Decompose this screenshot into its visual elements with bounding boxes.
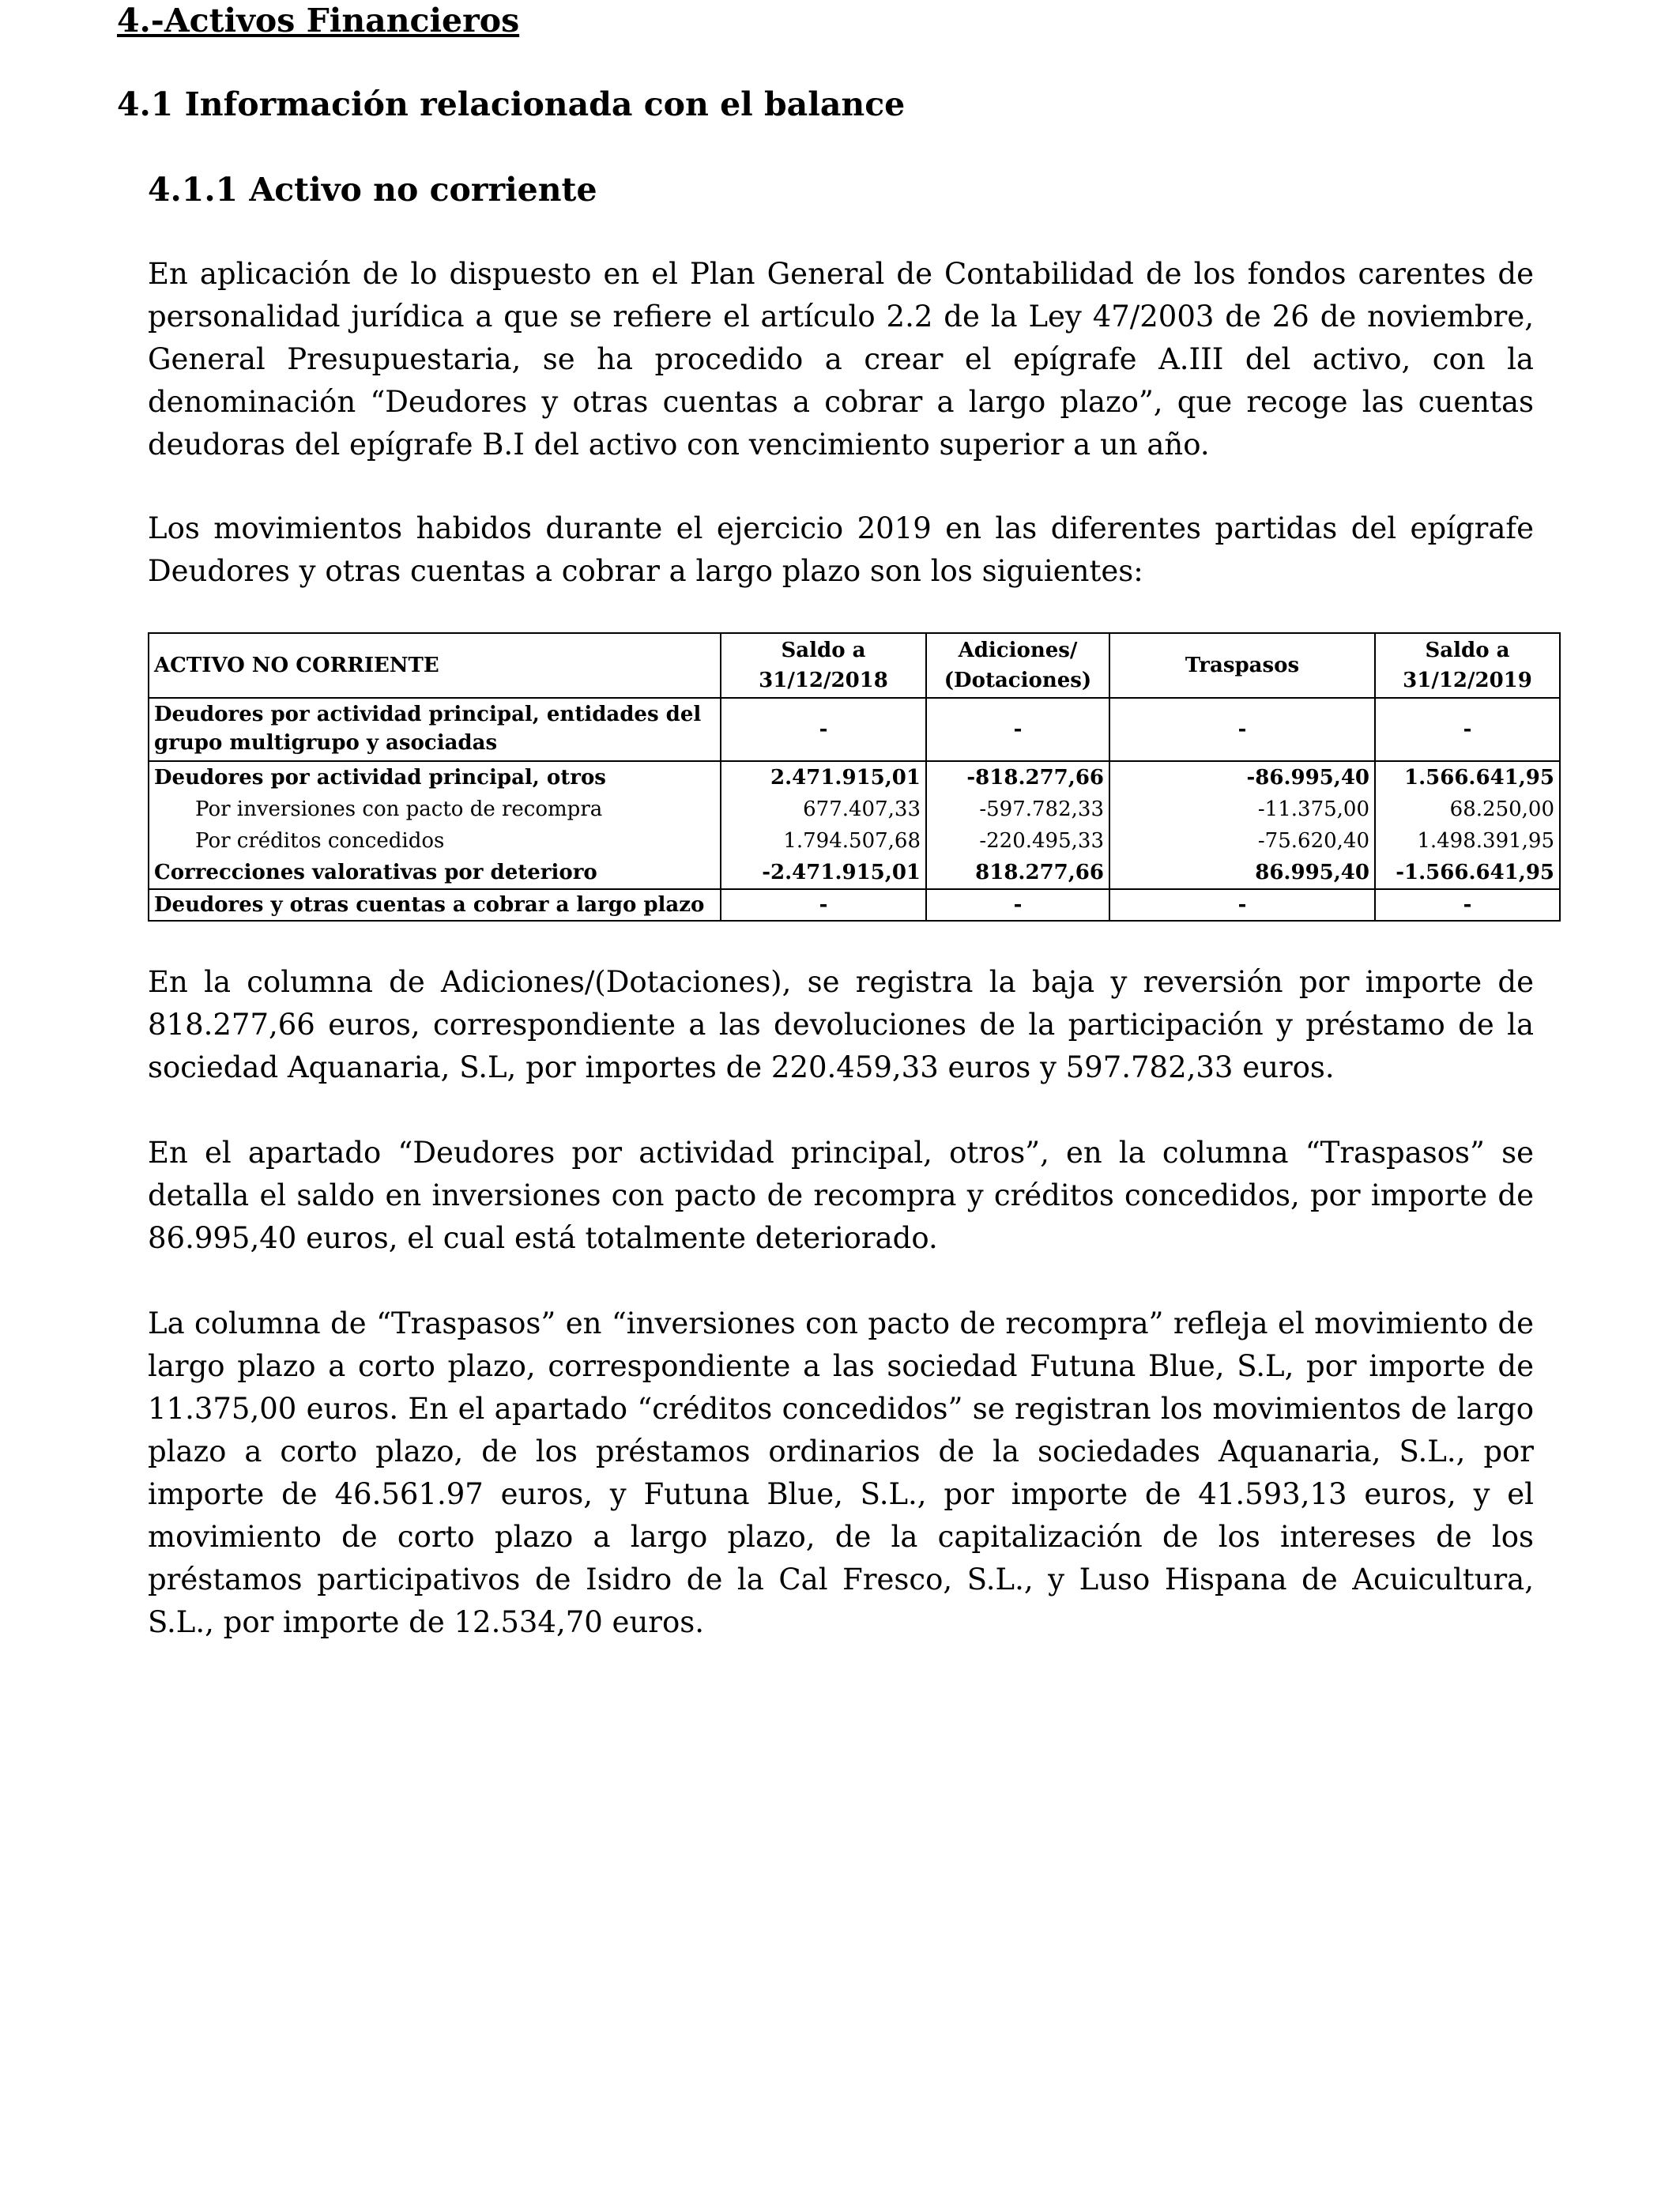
cell-saldo-2018: 2.471.915,01 bbox=[721, 761, 926, 794]
paragraph-intro: En aplicación de lo dispuesto en el Plan General de Contabilidad de los fondos carentes de personalidad jurídica a que se refiere el artículo 2.2 de la Ley 47/2003 de 26 de noviembre, General Presupuestaria, se ha procedido a crear el epígrafe A.III del activo, con la denominación “Deudores y otras cuentas a cobrar a largo plazo”, que recoge las cuentas deudoras del epígrafe B.I del activo con vencimiento superior a un año. bbox=[148, 257, 1534, 462]
table-total-row bbox=[149, 889, 1560, 921]
subsection-title: 4.1 Información relacionada con el balance bbox=[117, 85, 906, 123]
cell-adiciones: -818.277,66 bbox=[926, 761, 1109, 794]
table-row bbox=[149, 825, 1560, 857]
cell-saldo-2018: - bbox=[721, 889, 926, 921]
cell-saldo-2018: 677.407,33 bbox=[721, 794, 926, 825]
header-saldo-2019 bbox=[1375, 633, 1560, 698]
table-header-row bbox=[149, 633, 1560, 698]
cell-traspasos: - bbox=[1109, 698, 1375, 761]
paragraph-movements: Los movimientos habidos durante el ejercicio 2019 en las diferentes partidas del epígrafe Deudores y otras cuentas a cobrar a largo plazo son los siguientes: bbox=[148, 511, 1534, 588]
cell-adiciones: - bbox=[926, 889, 1109, 921]
cell-saldo-2019: -1.566.641,95 bbox=[1375, 857, 1560, 889]
cell-adiciones: - bbox=[926, 698, 1109, 761]
paragraph-traspasos-otros: En el apartado “Deudores por actividad principal, otros”, en la columna “Traspasos” se detalla el saldo en inversiones con pacto de recompra y créditos concedidos, por importe de 86.995,40 euros, el cual está totalmente deteriorado. bbox=[148, 1136, 1534, 1255]
cell-saldo-2018: - bbox=[721, 698, 926, 761]
header-saldo-2019-line2: 31/12/2019 bbox=[1403, 669, 1532, 692]
paragraph-traspasos-detalle: La columna de “Traspasos” en “inversiones con pacto de recompra” refleja el movimiento de largo plazo a corto plazo, correspondiente a las sociedad Futuna Blue, S.L, por importe de 11.375,00 euros. En el apartado “créditos concedidos” se registran los movimientos de largo plazo a corto plazo, de los préstamos ordinarios de la sociedades Aquanaria, S.L., por importe de 46.561.97 euros, y Futuna Blue, S.L., por importe de 41.593,13 euros, y el movimiento de corto plazo a largo plazo, de la capitalización de los intereses de los préstamos participativos de Isidro de la Cal Fresco, S.L., y Luso Hispana de Acuicultura, S.L., por importe de 12.534,70 euros. bbox=[148, 1306, 1534, 1639]
cell-adiciones: 818.277,66 bbox=[926, 857, 1109, 889]
paragraph-adiciones: En la columna de Adiciones/(Dotaciones), se registra la baja y reversión por importe de 818.277,66 euros, correspondiente a las devoluciones de la participación y préstamo de la sociedad Aquanaria, S.L, por importes de 220.459,33 euros y 597.782,33 euros. bbox=[148, 965, 1534, 1084]
row-label: Correcciones valorativas por deterioro bbox=[149, 857, 721, 889]
cell-traspasos: 86.995,40 bbox=[1109, 857, 1375, 889]
section-title: 4.-Activos Financieros bbox=[117, 2, 520, 40]
cell-saldo-2019: 1.498.391,95 bbox=[1375, 825, 1560, 857]
cell-saldo-2019: 68.250,00 bbox=[1375, 794, 1560, 825]
cell-traspasos: -75.620,40 bbox=[1109, 825, 1375, 857]
cell-saldo-2018: 1.794.507,68 bbox=[721, 825, 926, 857]
header-adiciones-line2: (Dotaciones) bbox=[944, 669, 1092, 692]
row-label: Deudores por actividad principal, entidades del grupo multigrupo y asociadas bbox=[149, 698, 721, 761]
cell-adiciones: -597.782,33 bbox=[926, 794, 1109, 825]
activo-no-corriente-table bbox=[148, 632, 1561, 922]
subsubsection-title: 4.1.1 Activo no corriente bbox=[148, 171, 597, 209]
cell-traspasos: - bbox=[1109, 889, 1375, 921]
table-row bbox=[149, 761, 1560, 794]
cell-saldo-2019: - bbox=[1375, 889, 1560, 921]
row-label: Por créditos concedidos bbox=[149, 825, 721, 857]
header-saldo-2018 bbox=[721, 633, 926, 698]
header-adiciones-line1: Adiciones/ bbox=[958, 639, 1078, 662]
cell-saldo-2019: 1.566.641,95 bbox=[1375, 761, 1560, 794]
cell-traspasos: -86.995,40 bbox=[1109, 761, 1375, 794]
cell-saldo-2019: - bbox=[1375, 698, 1560, 761]
table-row bbox=[149, 698, 1560, 761]
row-label: Deudores y otras cuentas a cobrar a largo plazo bbox=[149, 889, 721, 921]
header-saldo-2018-line1: Saldo a bbox=[781, 639, 866, 662]
header-label: ACTIVO NO CORRIENTE bbox=[149, 633, 721, 698]
header-saldo-2018-line2: 31/12/2018 bbox=[759, 669, 888, 692]
header-saldo-2019-line1: Saldo a bbox=[1425, 639, 1510, 662]
row-label: Por inversiones con pacto de recompra bbox=[149, 794, 721, 825]
cell-adiciones: -220.495,33 bbox=[926, 825, 1109, 857]
header-traspasos: Traspasos bbox=[1109, 633, 1375, 698]
cell-saldo-2018: -2.471.915,01 bbox=[721, 857, 926, 889]
table-row bbox=[149, 794, 1560, 825]
table-row bbox=[149, 857, 1560, 889]
header-adiciones bbox=[926, 633, 1109, 698]
cell-traspasos: -11.375,00 bbox=[1109, 794, 1375, 825]
row-label: Deudores por actividad principal, otros bbox=[149, 761, 721, 794]
